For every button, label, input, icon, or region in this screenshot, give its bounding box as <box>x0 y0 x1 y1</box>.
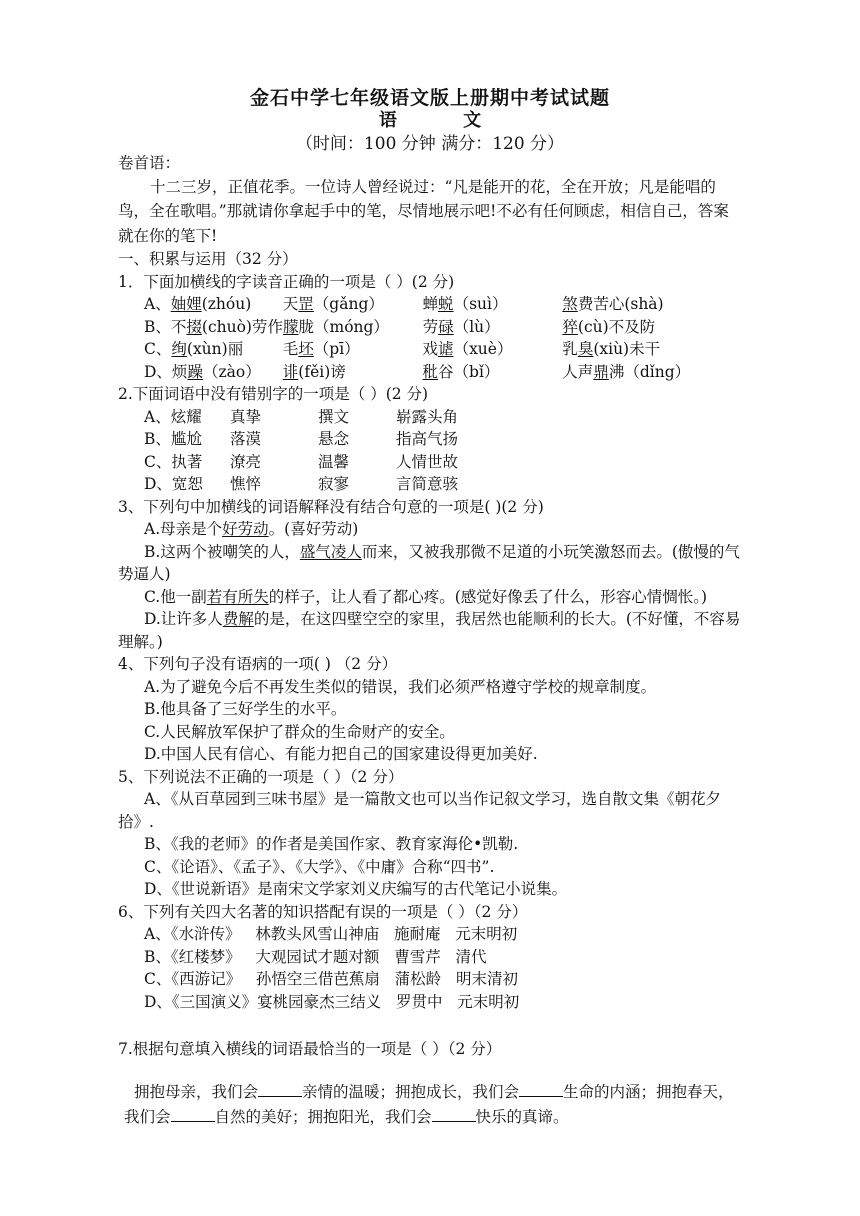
q5-option: D、《世说新语》是南宋文学家刘义庆编写的古代笔记小说集。 <box>144 880 568 898</box>
q1-item-pre: 人声 <box>562 362 594 381</box>
q1-item-underlined: 猝 <box>562 317 578 336</box>
q1-item-pre: 天 <box>282 295 299 313</box>
q4-option: A.为了避免今后不再发生类似的错误，我们必须严格遵守学校的规章制度。 <box>144 677 657 696</box>
q7-blank <box>171 1107 215 1122</box>
q1-item-post: (chuò)劳作 <box>201 317 283 336</box>
q3-option-pre: B.这两个被嘲笑的人， <box>144 542 300 561</box>
q1-item-underlined: 躁 <box>187 362 203 381</box>
q2-word: 崭露头角 <box>396 407 459 426</box>
subject-char-1: 语 <box>378 110 397 131</box>
q2-word: A、炫耀 <box>144 407 202 426</box>
q1-item-post: 费苦心(shà) <box>577 295 664 313</box>
q1-item-post: （xuè） <box>453 340 513 358</box>
q1-item <box>562 361 742 384</box>
q3-option-underlined: 若有所失 <box>206 587 269 606</box>
q3-option-underlined: 好劳动 <box>222 520 269 538</box>
q5-option: B、《我的老师》的作者是美国作家、教育家海伦•凯勒. <box>144 835 519 853</box>
q1-item-post: （pī） <box>313 340 360 358</box>
section-1 <box>118 248 742 1013</box>
q1-item-post: (xùn)丽 <box>186 340 244 358</box>
q1-item-underlined: 碌 <box>438 317 454 336</box>
q1-item <box>562 316 742 339</box>
q3-option-underlined: 费解 <box>222 610 254 628</box>
q3-option-post: 的样子，让人看了都心疼。(感觉好像丢了什么，形容心情惆怅。) <box>268 587 708 606</box>
q6-option: C、《西游记》 孙悟空三借芭蕉扇 蒲松龄 明末清初 <box>144 970 518 988</box>
q7-blank <box>432 1107 476 1122</box>
q1-item-post: （gǎng） <box>313 295 384 313</box>
q1-item <box>423 316 563 339</box>
q2-option-row <box>118 428 742 451</box>
q1-item-underlined: 绚 <box>171 340 187 358</box>
q2-word: 悬念 <box>318 430 350 448</box>
q3-option-post: 的是，在这四壁空空的家里，我居然也能顺利的长大。(不好懂，不容易理解。) <box>118 610 741 651</box>
q2-word: B、尴尬 <box>144 430 202 448</box>
preface <box>118 152 742 248</box>
q4-option: D.中国人民有信心、有能力把自己的国家建设得更加美好. <box>144 745 538 763</box>
q1-item-pre: B、不 <box>144 317 187 336</box>
q6-option: D、《三国演义》宴桃园豪杰三结义 罗贯中 元末明初 <box>144 992 520 1011</box>
q1-item <box>283 338 423 361</box>
q1-item-pre: 乳 <box>562 340 578 358</box>
q2-word: 寂寥 <box>318 475 350 493</box>
q1-item <box>283 361 423 384</box>
q4-option: B.他具备了三好学生的水平。 <box>144 700 347 718</box>
q3-option-pre: C.他一副 <box>144 587 207 606</box>
q3-option <box>118 586 742 609</box>
q7-blank <box>258 1082 302 1097</box>
q2-word: 言简意骇 <box>396 475 459 493</box>
q1-item-pre: 蝉 <box>422 295 439 313</box>
q1-item-underlined: 鼎 <box>593 362 609 381</box>
preface-label: 卷首语： <box>118 154 181 172</box>
q5-stem: 5、下列说法不正确的一项是（ ）（2 分） <box>118 767 404 786</box>
q1-item-post: （suì） <box>453 295 508 313</box>
q3-option-post: 。(喜好劳动) <box>268 520 359 538</box>
q6-options <box>118 923 742 1013</box>
q1-item-pre: 毛 <box>282 340 299 358</box>
q1-stem: 1．下面加横线的字读音正确的一项是（ ）(2 分) <box>118 272 455 291</box>
q1-item-underlined: 掇 <box>186 317 202 336</box>
q3-option-pre: D.让许多人 <box>144 610 223 628</box>
q1-option-row <box>118 293 742 316</box>
q1-item <box>423 293 563 316</box>
q7-passage <box>124 1080 744 1129</box>
q3-option <box>118 518 742 541</box>
q1-item-post: (cù)不及防 <box>577 317 656 336</box>
q7-text: 生命的内涵；拥抱春天，我们会 <box>124 1083 734 1126</box>
q7-text: 快乐的真谛。 <box>475 1107 569 1126</box>
q5-options <box>118 788 742 901</box>
subject-char-2: 文 <box>463 110 482 131</box>
q2-word: 真挚 <box>230 407 262 426</box>
q1-item <box>118 316 283 339</box>
q1-item-post: （zào） <box>202 362 261 381</box>
q1-item-underlined: 秕 <box>422 362 439 381</box>
q1-item <box>118 338 283 361</box>
q1-option-row <box>118 338 742 361</box>
q1-item <box>283 316 423 339</box>
q1-item-post: (xiù)未干 <box>593 340 661 358</box>
q4-options <box>118 676 742 766</box>
q7-text: 拥抱母亲，我们会 <box>134 1083 259 1101</box>
q1-item-post: （lù） <box>453 317 500 336</box>
q1-option-row <box>118 361 742 384</box>
q1-item-post: (zhóu) <box>201 295 252 313</box>
q5-option: A、《从百草园到三味书屋》是一篇散文也可以当作记叙文学习，选自散文集《朝花夕拾》. <box>118 790 721 831</box>
q2-options <box>118 406 742 496</box>
preface-text: 十二三岁，正值花季。一位诗人曾经说过：“凡是能开的花，全在开放；凡是能唱的鸟，全在歌唱。”那就请你拿起手中的笔，尽情地展示吧!不必有任何顾虑，相信自己，答案就在你的笔下! <box>118 177 729 245</box>
q2-option-row <box>118 451 742 474</box>
q1-item-post: 沸（dǐng） <box>608 362 691 381</box>
q2-word: 潦亮 <box>230 452 262 471</box>
q1-item-underlined: 煞 <box>562 295 578 313</box>
q1-item-underlined: 朦 <box>282 317 299 336</box>
q3-stem: 3、下列句中加横线的词语解释没有结合句意的一项是( )(2 分) <box>118 497 544 516</box>
q1-item-pre: C、 <box>144 340 172 358</box>
q1-item <box>562 338 742 361</box>
q1-item-underlined: 臭 <box>577 340 594 358</box>
q1-item-pre: 戏 <box>422 340 439 358</box>
q1-item-post: (fěi)谤 <box>298 362 346 381</box>
q1-item <box>562 293 742 316</box>
q7-stem: 7.根据句意填入横线的词语最恰当的一项是（ ）（2 分） <box>118 1040 502 1058</box>
q3-option <box>118 541 742 586</box>
q2-option-row <box>118 406 742 429</box>
q2-word: 人情世故 <box>396 452 459 471</box>
q1-item-underlined: 罡 <box>298 295 314 313</box>
q7 <box>118 1038 742 1061</box>
q1-option-row <box>118 316 742 339</box>
section-heading: 一、积累与运用（32 分） <box>118 250 298 268</box>
q2-option-row <box>118 473 742 496</box>
q1-item-post: 胧（móng） <box>298 317 389 336</box>
q6-stem: 6、下列有关四大名著的知识搭配有误的一项是（ ）（2 分） <box>118 902 528 921</box>
q1-item-underlined: 诽 <box>282 362 299 381</box>
q4-stem: 4、下列句子没有语病的一项( ) （2 分） <box>118 655 398 673</box>
q1-item <box>423 338 563 361</box>
q2-stem: 2.下面词语中没有错别字的一项是（ ）(2 分) <box>118 385 429 403</box>
q7-text: 自然的美好；拥抱阳光，我们会 <box>214 1107 432 1126</box>
q1-item-underlined: 蜕 <box>438 295 454 313</box>
q1-item-pre: D、烦 <box>144 362 188 381</box>
q3-option-post: 而来，又被我那微不足道的小玩笑激怒而去。(傲慢的气势逼人) <box>118 542 740 583</box>
q3-option-pre: A.母亲是个 <box>144 520 223 538</box>
q1-item-pre: 劳 <box>422 317 439 336</box>
q2-word: 撰文 <box>318 407 350 426</box>
q2-word: 落漠 <box>230 430 262 448</box>
q4-option: C.人民解放军保护了群众的生命财产的安全。 <box>144 722 455 741</box>
q1-item <box>283 293 423 316</box>
q2-word: D、宽恕 <box>144 475 203 493</box>
q1-item <box>118 293 283 316</box>
q2-word: 憔悴 <box>230 475 262 493</box>
time-and-score: （时间：100 分钟 满分：120 分） <box>295 134 565 154</box>
q1-item <box>118 361 283 384</box>
q1-item <box>423 361 563 384</box>
q5-option: C、《论语》、《孟子》、《大学》、《中庸》合称“四书”. <box>144 857 495 876</box>
q3-option-underlined: 盛气凌人 <box>299 542 362 561</box>
exam-title: 金石中学七年级语文版上册期中考试试题 <box>249 87 610 109</box>
q3-option <box>118 608 742 653</box>
q1-item-pre: A、 <box>144 295 171 313</box>
q1-item-underlined: 谑 <box>438 340 454 358</box>
q1-item-underlined: 坯 <box>298 340 314 358</box>
q7-text: 亲情的温暖；拥抱成长，我们会 <box>302 1083 520 1101</box>
q6-option: A、《水浒传》 林教头风雪山神庙 施耐庵 元末明初 <box>144 925 518 943</box>
q1-item-post: 谷（bǐ） <box>438 362 500 381</box>
q3-options <box>118 518 742 653</box>
q2-word: 指高气扬 <box>396 430 459 448</box>
q2-word: 温馨 <box>318 452 350 471</box>
q6-option: B、《红楼梦》 大观园试才题对额 曹雪芹 清代 <box>144 947 487 966</box>
q2-word: C、执著 <box>144 452 203 471</box>
q1-item-underlined: 妯娌 <box>170 295 202 313</box>
q1-options <box>118 293 742 383</box>
q7-blank <box>519 1082 563 1097</box>
